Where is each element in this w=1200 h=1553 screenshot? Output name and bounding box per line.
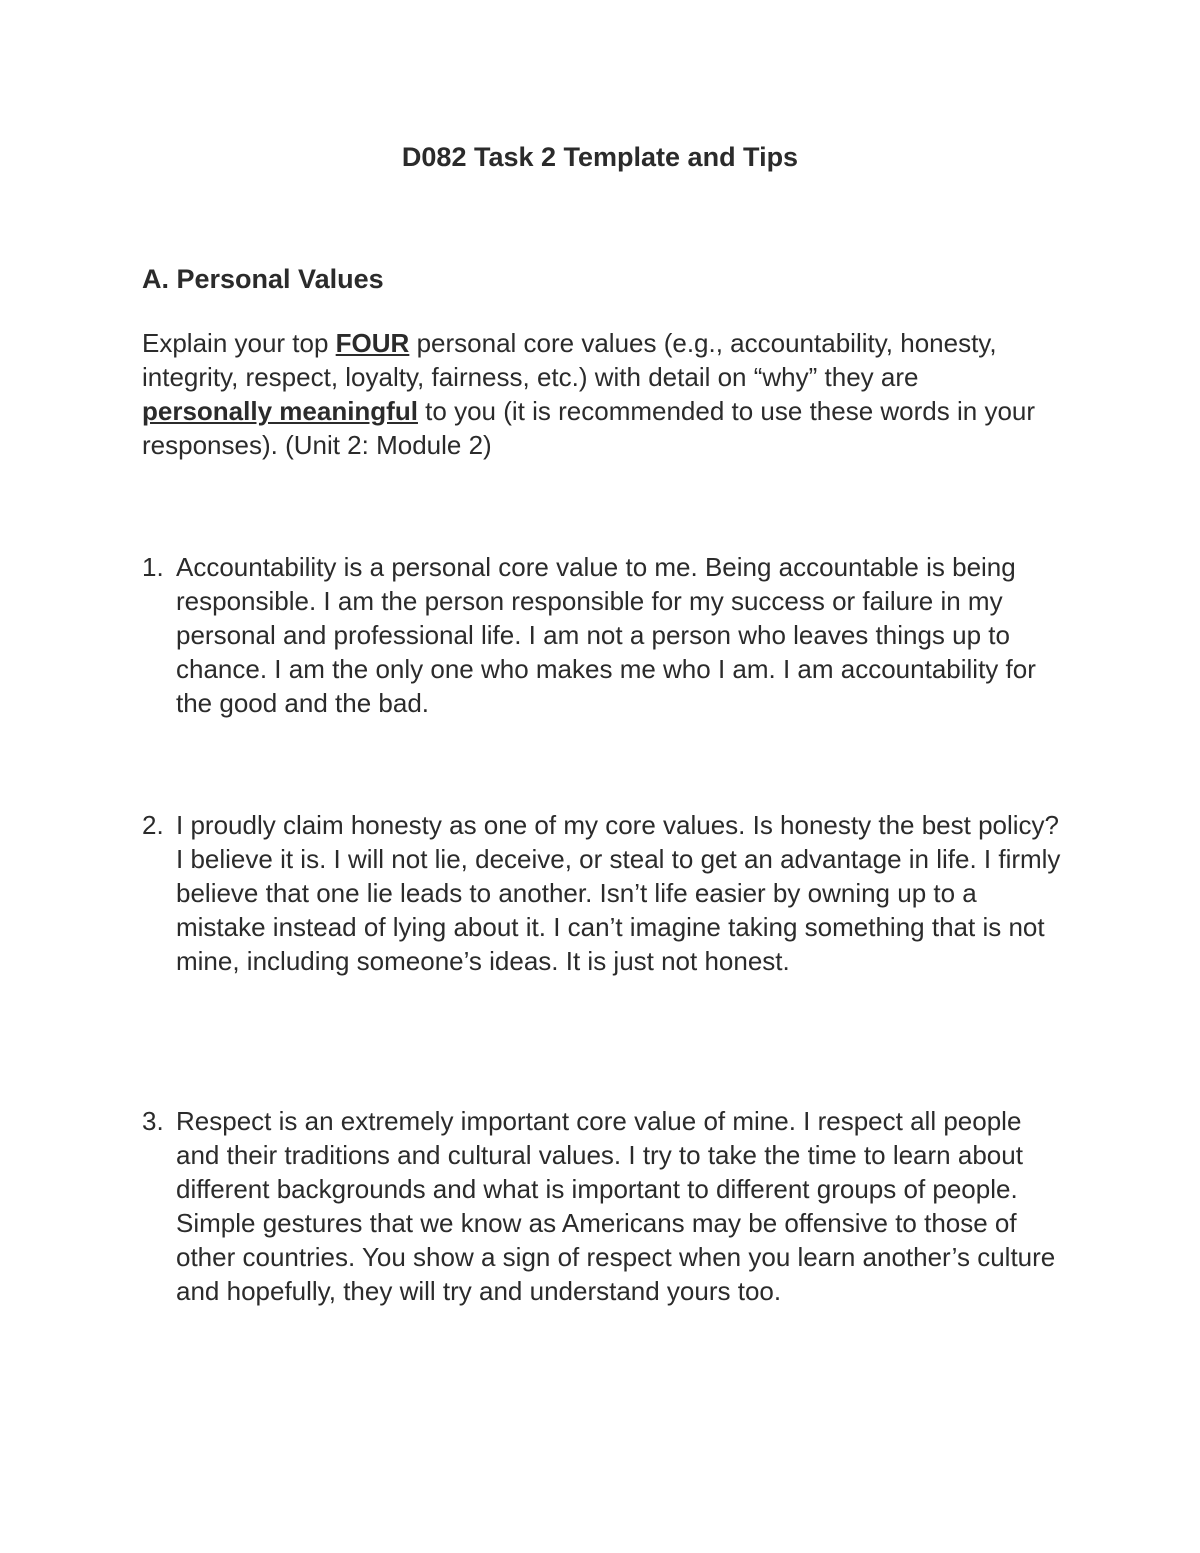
list-item [142, 550, 1062, 720]
instructions-emphasis-four: FOUR [335, 328, 410, 358]
list-item [142, 1104, 1062, 1308]
instructions-paragraph [142, 326, 1042, 462]
list-item-number: 1. [142, 552, 164, 582]
list-item [142, 808, 1062, 978]
instructions-text-1: Explain your top [142, 328, 336, 358]
list-item-text: Accountability is a personal core value to me. Being accountable is being responsible. I am the person responsible for my success or failure in my personal and professional life. I am not a person who leaves things up to chance. I am the only one who makes me who I am. I am accountability for the good and the bad. [176, 552, 1036, 718]
list-item-text: Respect is an extremely important core value of mine. I respect all people and their traditions and cultural values. I try to take the time to learn about different backgrounds and what is important to different groups of people. Simple gestures that we know as Americans may be offensive to those of other countries. You show a sign of respect when you learn another’s culture and hopefully, they will try and understand yours too. [176, 1106, 1056, 1306]
list-item-number: 3. [142, 1106, 164, 1136]
list-item-text: I proudly claim honesty as one of my core values. Is honesty the best policy? I believe it is. I will not lie, deceive, or steal to get an advantage in life. I firmly believe that one lie leads to another. Isn’t life easier by owning up to a mistake instead of lying about it. I can’t imagine taking something that is not mine, including someone’s ideas. It is just not honest. [176, 810, 1061, 976]
instructions-emphasis-meaningful: personally meaningful [142, 396, 418, 426]
section-heading: A. Personal Values [142, 264, 384, 294]
list-item-number: 2. [142, 810, 164, 840]
document-title: D082 Task 2 Template and Tips [401, 142, 799, 172]
instructions-text-2: personal core values (e.g., accountability, honesty, integrity, respect, loyalty, fairness, etc.) with detail on “why” they are [142, 328, 997, 392]
instructions-text-3: to you (it is recommended to use these words in your responses). (Unit 2: Module 2) [142, 396, 1036, 460]
